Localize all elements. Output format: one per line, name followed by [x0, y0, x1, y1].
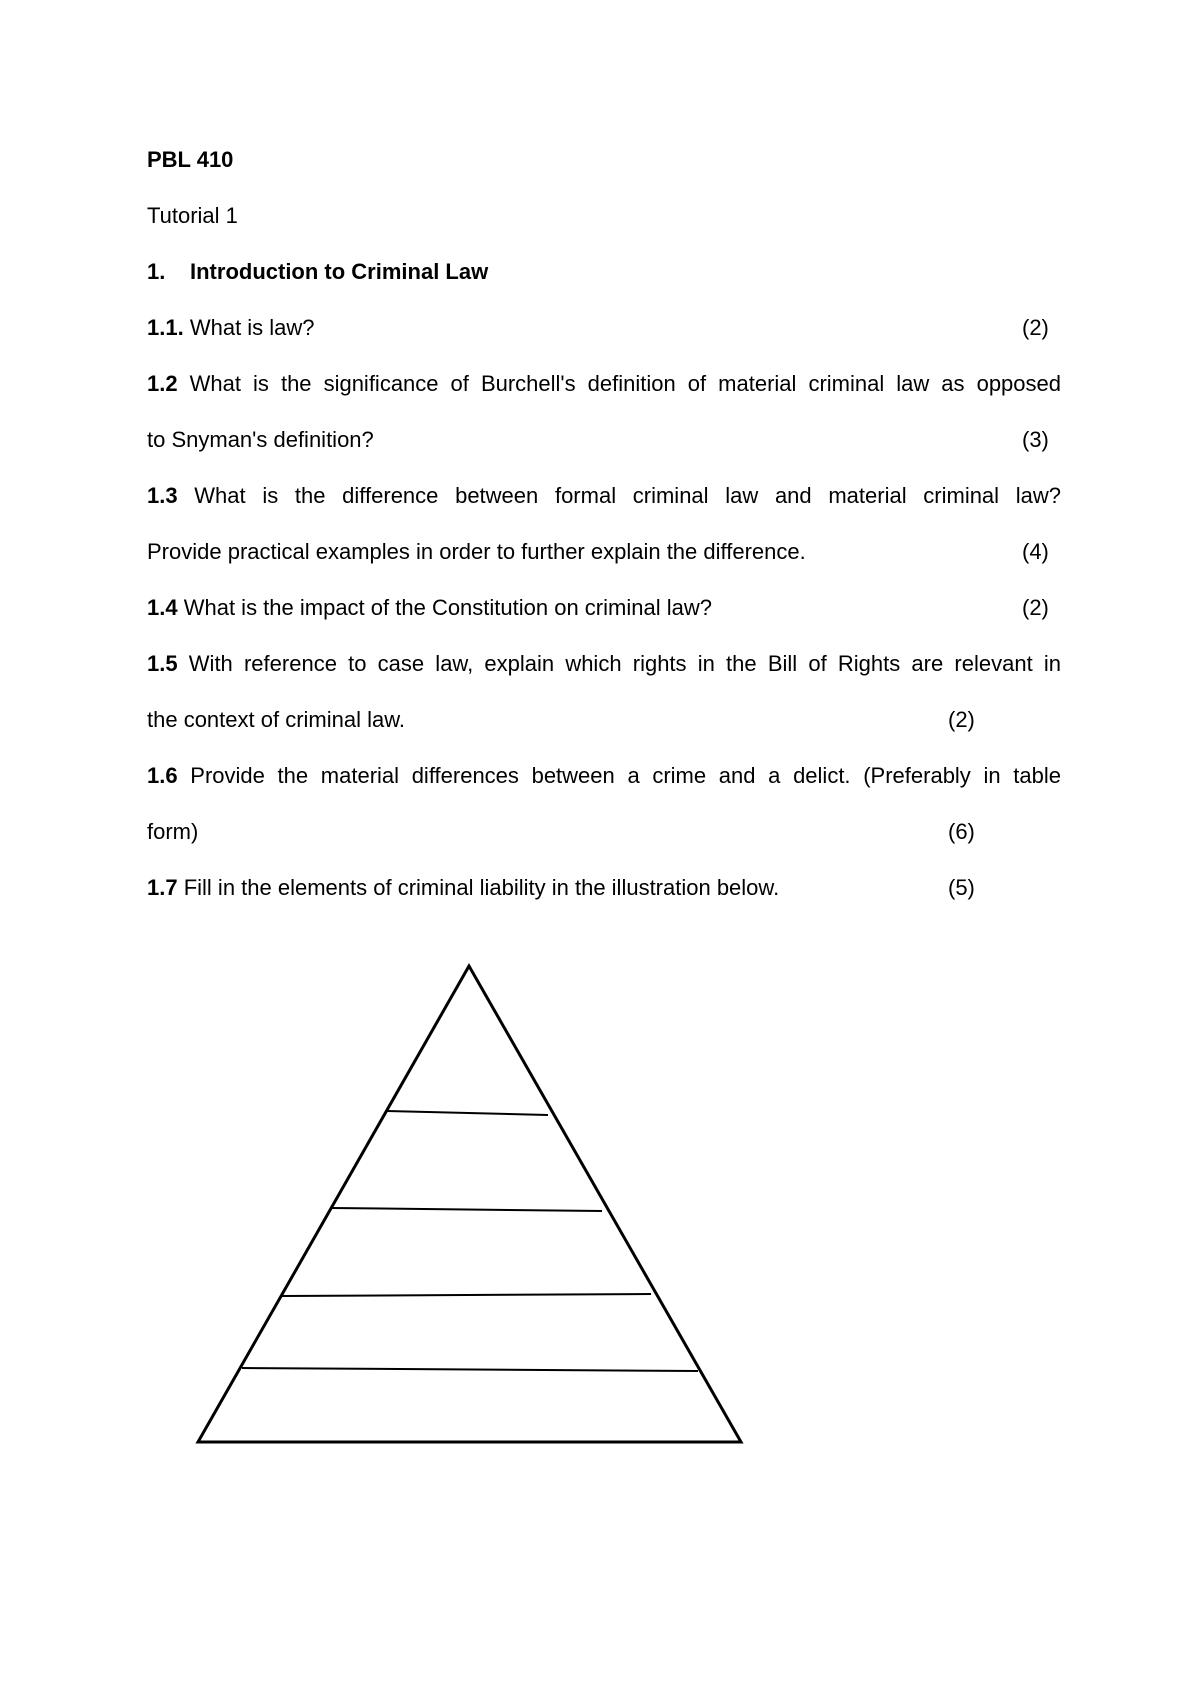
question-marks: (6) — [948, 819, 975, 844]
question-number: 1.5 — [147, 651, 178, 676]
question-1-3-continued: Provide practical examples in order to further explain the difference. — [147, 539, 806, 564]
question-text: What is law? — [189, 315, 315, 340]
tutorial-title: Tutorial 1 — [147, 203, 238, 228]
question-text: Provide the material differences between a crime and a delict. (Preferably in table — [190, 763, 1061, 788]
question-1-6-continued: form) — [147, 819, 199, 844]
question-number: 1.2 — [147, 371, 178, 396]
question-marks: (2) — [1022, 595, 1049, 620]
pyramid-divider-1 — [387, 1111, 548, 1115]
question-marks: (2) — [948, 707, 975, 732]
question-number: 1.3 — [147, 483, 178, 508]
question-number: 1.7 — [147, 875, 178, 900]
question-text: What is the difference between formal criminal law and material criminal law? — [194, 483, 1061, 508]
section-number: 1. — [147, 259, 166, 284]
question-text: What is the significance of Burchell's definition of material criminal law as opposed — [189, 371, 1061, 396]
question-number: 1.6 — [147, 763, 178, 788]
pyramid-divider-3 — [282, 1294, 651, 1296]
question-1-2-continued: to Snyman's definition? — [147, 427, 374, 452]
question-marks: (3) — [1022, 427, 1049, 452]
question-marks: (4) — [1022, 539, 1049, 564]
pyramid-divider-4 — [242, 1368, 698, 1371]
pyramid-divider-2 — [332, 1208, 602, 1211]
question-number: 1.4 — [147, 595, 178, 620]
question-1-5-continued: the context of criminal law. — [147, 707, 406, 732]
section-title: Introduction to Criminal Law — [190, 259, 489, 284]
question-text: With reference to case law, explain which rights in the Bill of Rights are relevant in — [188, 651, 1061, 676]
question-marks: (5) — [948, 875, 975, 900]
question-marks: (2) — [1022, 315, 1049, 340]
course-code: PBL 410 — [147, 147, 234, 172]
question-text: What is the impact of the Constitution on criminal law? — [183, 595, 712, 620]
question-text: Fill in the elements of criminal liability in the illustration below. — [183, 875, 780, 900]
question-number: 1.1. — [147, 315, 184, 340]
